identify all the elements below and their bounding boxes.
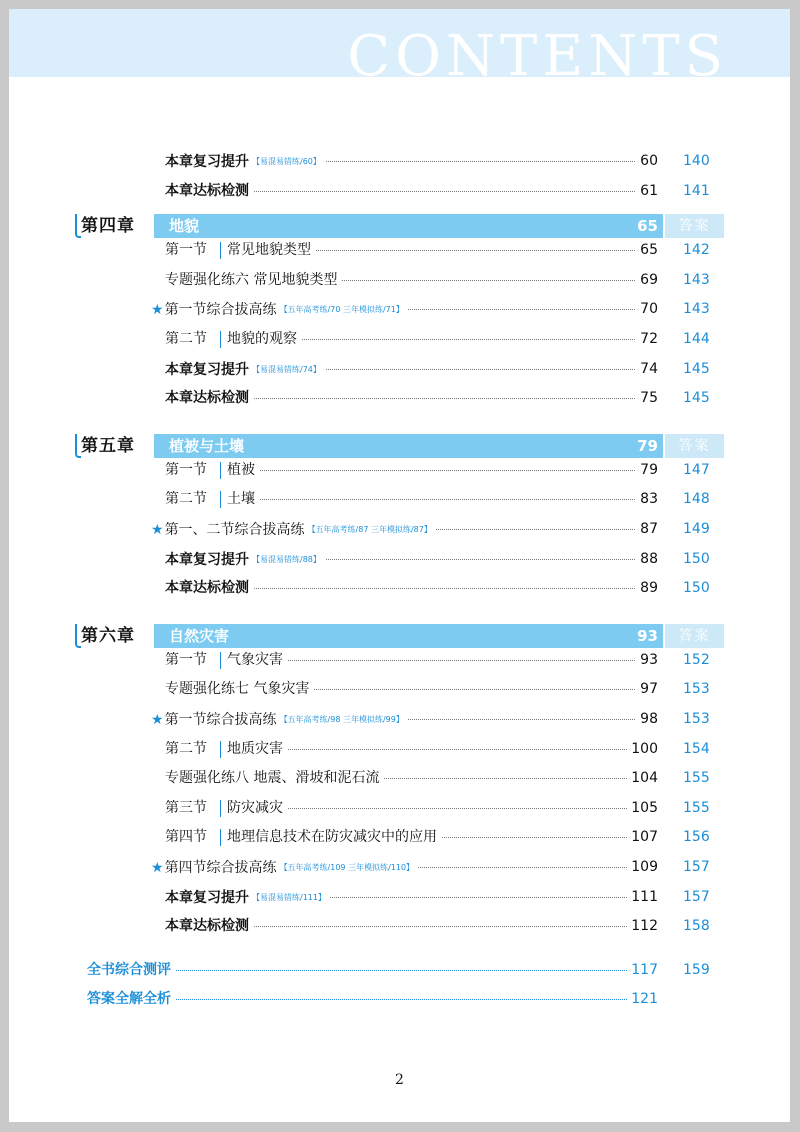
summary-entry[interactable] [9,985,790,1014]
answer-page-ref: 153 [683,711,710,727]
chapter-name: 地貌 [169,217,200,236]
chapter-name: 植被与土壤 [169,436,245,455]
chapter-label: 第六章 [81,625,135,646]
answer-page-ref: 142 [683,242,710,259]
page-number-ref: 88 [636,551,658,568]
answer-page-ref: 155 [683,799,710,816]
page-number-ref: 117 [627,962,658,979]
page-number-ref: 111 [627,889,658,906]
page-number-ref: 75 [636,390,658,407]
toc-entry[interactable] [9,883,790,912]
toc-entry[interactable] [9,675,790,704]
entry-text: 气象灾害 [227,651,283,668]
toc-entry[interactable] [9,485,790,514]
answer-page-ref: 143 [683,271,710,288]
entry-text: 本章复习提升 [165,361,249,378]
answer-page-ref: 155 [683,770,710,787]
section-number: 第一节 [165,242,221,259]
page-number-ref: 93 [636,652,658,669]
entry-title [165,681,313,698]
entry-text: 本章达标检测 [165,580,249,597]
chapter-bar [154,214,663,238]
entry-text: 第一、二节综合拔高练 [164,522,305,538]
toc-entry[interactable] [9,823,790,852]
entry-title [165,770,383,787]
page-number-ref: 70 [636,301,658,318]
entry-title [151,711,408,729]
page-number-ref: 89 [636,580,658,597]
entry-title [165,741,287,758]
entry-title [165,889,330,907]
page-number-ref: 72 [636,331,658,348]
page-number-ref: 121 [627,991,658,1008]
entry-title [165,153,325,171]
page-number-ref: 98 [636,711,658,728]
practice-note: 【五年高考练/109 三年模拟练/110】 [279,863,415,872]
answer-tag: 答案 [665,434,724,458]
entry-title [165,183,253,200]
entry-text: 专题强化练八 地震、滑坡和泥石流 [165,770,380,787]
page-number-ref: 79 [636,462,658,479]
page-number-ref: 97 [636,681,658,698]
page-number-ref: 105 [627,800,658,817]
answer-page-ref: 145 [683,390,710,407]
chapter-label: 第五章 [81,435,135,456]
entry-text: 防灾减灾 [227,799,283,816]
answer-page-ref: 153 [683,681,710,698]
toc-entry[interactable] [9,853,790,882]
page-number-ref: 65 [636,242,658,259]
practice-note: 【易混易错练/111】 [252,892,326,902]
header-title: CONTENTS [347,24,728,89]
entry-title [165,918,253,935]
answer-page-ref: 149 [683,521,710,537]
entry-text: 地理信息技术在防灾减灾中的应用 [227,829,437,846]
entry-title [165,491,259,508]
page-number-ref: 83 [636,491,658,508]
answer-page-ref: 156 [683,829,710,846]
toc-entry[interactable] [9,574,790,603]
toc-entry[interactable] [9,355,790,384]
toc-entry[interactable] [9,912,790,941]
entry-title [165,361,325,379]
entry-text: 专题强化练六 常见地貌类型 [165,271,338,288]
entry-text: 地质灾害 [227,740,283,757]
toc-entry[interactable] [9,794,790,823]
answer-page-ref: 159 [683,961,710,978]
answer-page-ref: 145 [683,360,710,377]
chapter-header[interactable] [9,624,790,648]
toc-entry[interactable] [9,456,790,485]
entry-title [165,551,325,569]
answer-page-ref: 148 [683,491,710,508]
practice-note: 【五年高考练/87 三年模拟练/87】 [307,525,432,534]
answer-page-ref: 157 [683,859,710,875]
table-of-contents [9,9,790,1122]
entry-text: 本章达标检测 [165,182,249,199]
section-number: 第四节 [165,829,221,846]
practice-note: 【易混易错练/88】 [252,554,321,564]
page-number-ref: 61 [636,183,658,200]
toc-entry[interactable] [9,177,790,206]
toc-entry[interactable] [9,735,790,764]
page-number-ref: 87 [636,521,658,538]
entry-text: 专题强化练七 气象灾害 [165,681,310,698]
practice-note: 【五年高考练/98 三年模拟练/99】 [279,715,404,724]
answer-page-ref: 150 [683,550,710,567]
entry-title [165,652,287,669]
practice-note: 【易混易错练/60】 [252,157,321,166]
page-number-ref: 104 [627,770,658,787]
answer-tag: 答案 [665,624,724,648]
chapter-name: 自然灾害 [169,626,230,645]
toc-entry[interactable] [9,705,790,734]
entry-title [165,390,253,407]
answer-page-ref: 147 [683,461,710,478]
entry-title [165,462,259,479]
answer-page-ref: 152 [683,651,710,668]
answer-page-ref: 150 [683,580,710,597]
entry-title [165,242,315,259]
entry-title [165,580,253,597]
toc-entry[interactable] [9,764,790,793]
page-number-ref: 74 [636,361,658,378]
toc-entry[interactable] [9,236,790,265]
summary-entry[interactable] [9,956,790,985]
practice-note: 【易混易错练/74】 [252,364,321,374]
page-number-ref: 107 [627,829,658,846]
toc-entry[interactable] [9,515,790,544]
entry-title [165,800,287,817]
entry-title [165,331,301,348]
answer-page-ref: 157 [683,888,710,905]
star-icon: ★ [151,522,164,538]
toc-entry[interactable] [9,295,790,324]
entry-text: 本章达标检测 [165,390,249,407]
entry-text: 土壤 [227,491,255,508]
entry-title [151,521,436,539]
entry-text: 本章复习提升 [165,154,249,170]
entry-text: 本章复习提升 [165,889,249,906]
entry-text: 本章达标检测 [165,918,249,935]
summary-title: 全书综合测评 [87,962,175,979]
toc-entry[interactable] [9,325,790,354]
section-number: 第二节 [165,741,221,758]
star-icon: ★ [151,302,164,319]
answer-page-ref: 144 [683,331,710,347]
entry-title [165,829,441,846]
answer-page-ref: 154 [683,740,710,757]
page-number-ref: 69 [636,272,658,289]
section-number: 第一节 [165,462,221,479]
entry-text: 植被 [227,461,255,478]
chapter-header[interactable] [9,434,790,458]
practice-note: 【五年高考练/70 三年模拟练/71】 [279,305,404,315]
section-number: 第二节 [165,331,221,348]
section-number: 第一节 [165,652,221,669]
section-number: 第三节 [165,800,221,817]
toc-entry[interactable] [9,545,790,574]
book-page [9,9,790,1122]
answer-page-ref: 141 [683,182,710,199]
answer-page-ref: 143 [683,301,710,318]
entry-title [165,272,341,289]
page-number-ref: 109 [627,859,658,876]
answer-page-ref: 140 [683,153,710,169]
toc-entry[interactable] [9,266,790,295]
page-number-ref: 100 [627,741,658,758]
entry-text: 第四节综合拔高练 [164,860,277,876]
section-number: 第二节 [165,491,221,508]
entry-text: 本章复习提升 [165,551,249,568]
page-number-ref: 112 [627,918,658,935]
chapter-page: 65 [637,217,658,236]
star-icon: ★ [151,712,164,728]
page-number-ref: 60 [636,153,658,170]
answer-page-ref: 158 [683,918,710,935]
chapter-bar [154,624,663,648]
entry-text: 第一节综合拔高练 [164,302,277,319]
page-number: 2 [395,1072,404,1088]
entry-title [151,859,418,877]
chapter-label: 第四章 [81,216,135,237]
chapter-page: 93 [637,626,658,645]
answer-tag: 答案 [665,214,724,238]
toc-entry[interactable] [9,646,790,675]
toc-entry[interactable] [9,384,790,413]
entry-text: 地貌的观察 [227,331,297,347]
star-icon: ★ [151,860,164,876]
entry-text: 常见地貌类型 [227,242,311,259]
chapter-header[interactable] [9,214,790,238]
chapter-page: 79 [637,436,658,455]
summary-title: 答案全解全析 [87,991,175,1008]
entry-title [151,301,408,319]
entry-text: 第一节综合拔高练 [164,712,277,728]
toc-entry[interactable] [9,147,790,176]
